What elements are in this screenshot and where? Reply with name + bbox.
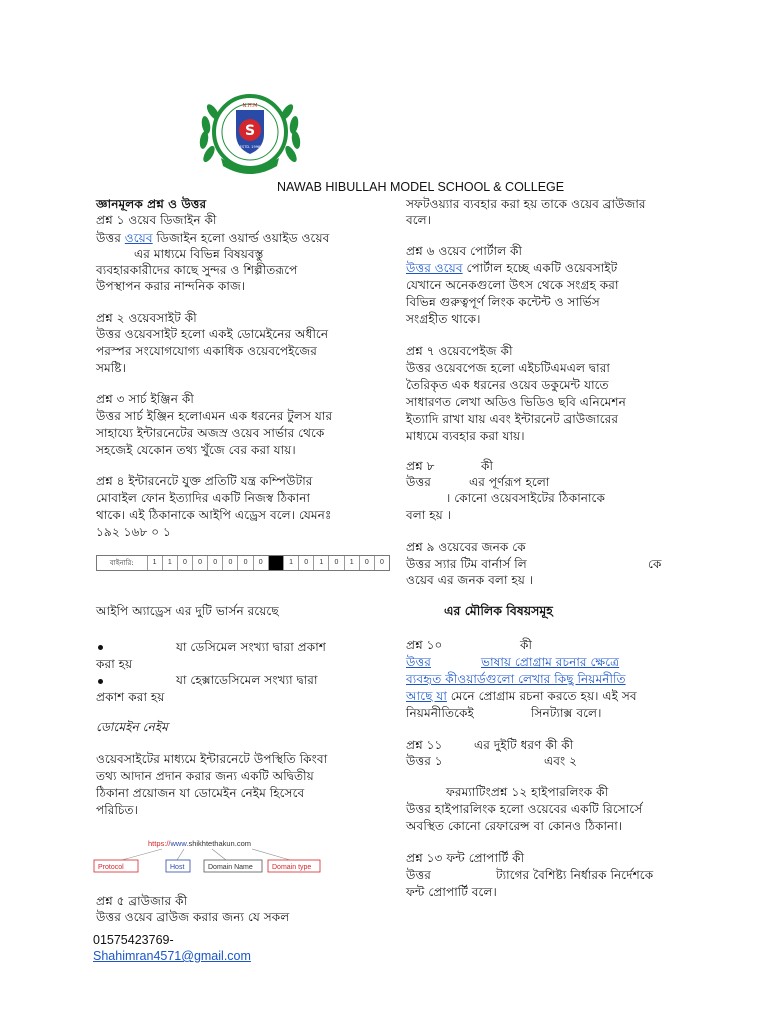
- q4-line3: থাকে। এই ঠিকানাকে আইপি এড্রেস বলে। যেমনঃ: [96, 508, 332, 522]
- binary-bit: 0: [374, 556, 389, 570]
- q8-question-part2: কী: [481, 459, 494, 473]
- q5-answer-line3: বলে।: [406, 213, 432, 227]
- bullet1-line2: করা হয়: [96, 657, 133, 671]
- q13-question: প্রশ্ন ১৩ ফন্ট প্রোপার্টি কী: [406, 851, 525, 865]
- binary-bit: 0: [192, 556, 207, 570]
- q3-question: প্রশ্ন ৩ সার্চ ইঞ্জিন কী: [96, 392, 194, 406]
- q6-question: প্রশ্ন ৬ ওয়েব পোর্টাল কী: [406, 244, 523, 258]
- logo-initials: N.H.M: [242, 103, 258, 109]
- svg-text:S: S: [244, 123, 256, 139]
- q2-question: প্রশ্ন ২ ওয়েবসাইট কী: [96, 311, 197, 325]
- bullet2-line1: যা হেক্সাডেসিমেল সংখ্যা দ্বারা: [176, 673, 318, 687]
- q12-answer-line2: অবস্থিত কোনো রেফারেন্স বা কোনও ঠিকানা।: [406, 819, 623, 833]
- binary-bit: 0: [328, 556, 343, 570]
- q10-answer-line1-link[interactable]: ভাষায় প্রোগ্রাম রচনার ক্ষেত্রে: [481, 655, 620, 669]
- q6-answer-line3: বিভিন্ন গুরুত্বপূর্ণ লিংক কন্টেন্ট ও সার্ভিস: [406, 295, 600, 309]
- q13-answer-line1-start: উত্তর: [406, 868, 431, 882]
- q6-answer-line4: সংগ্রহীত থাকে।: [406, 312, 481, 326]
- q1-answer-line1: উত্তর ওয়েব ডিজাইন হলো ওয়ার্ল্ড ওয়াইড ওয়েব: [96, 231, 330, 245]
- q9-answer-line2: ওয়েব এর জনক বলা হয় ।: [406, 573, 534, 587]
- q11-answer-part2: এবং ২: [544, 754, 578, 768]
- binary-bit: 1: [283, 556, 298, 570]
- binary-bit: 0: [237, 556, 252, 570]
- footer-email-link[interactable]: Shahimran4571@gmail.com: [93, 949, 251, 963]
- q7-question: প্রশ্ন ৭ ওয়েবপেইজ কী: [406, 344, 513, 358]
- ip-versions-text: আইপি অ্যাড্রেস এর দুটি ভার্সন রয়েছে: [96, 604, 279, 618]
- q9-answer-line1-end: কে: [648, 557, 662, 571]
- binary-bit: 1: [313, 556, 328, 570]
- school-logo: [191, 92, 309, 180]
- q2-answer-line3: সমষ্টি।: [96, 361, 126, 375]
- protocol-label: Protocol: [98, 864, 124, 871]
- bullet2-line2: প্রকাশ করা হয়: [96, 690, 165, 704]
- q13-answer-line1-end: ট্যাগের বৈশিষ্ট্য নির্ধারক নির্দেশকে: [496, 868, 654, 882]
- q9-answer-line1: উত্তর স্যার টিম বার্নার্স লি: [406, 557, 527, 571]
- q3-answer-line1: উত্তর সার্চ ইঞ্জিন হলোএমন এক ধরনের টুলস যার: [96, 409, 333, 423]
- web-portal-link[interactable]: উত্তর ওয়েব: [406, 261, 463, 275]
- domain-heading: ডোমেইন নেইম: [96, 720, 168, 734]
- bullet-icon: [98, 679, 103, 684]
- q7-answer-line3: সাধারণত লেখা অডিও ভিডিও ছবি এনিমেশন: [406, 395, 626, 409]
- q7-answer-line1: উত্তর ওয়েবপেজ হলো এইচটিএমএল দ্বারা: [406, 361, 610, 375]
- q4-line2: মোবাইল ফোন ইত্যাদির একটি নিজস্ব ঠিকানা: [96, 491, 311, 505]
- url-protocol-part: https://: [148, 839, 171, 848]
- bullet1-line1: যা ডেসিমেল সংখ্যা দ্বারা প্রকাশ: [176, 640, 327, 654]
- domain-text-line2: তথ্য আদান প্রদান করার জন্য একটি অদ্বিতীয়: [96, 769, 314, 783]
- q12-question: ফরম্যাটিংপ্রশ্ন ১২ হাইপারলিংক কী: [446, 785, 609, 799]
- q7-answer-line4: ইত্যাদি রাখা যায় এবং ইন্টারনেট ব্রাউজারের: [406, 412, 619, 426]
- q9-question: প্রশ্ন ৯ ওয়েবের জনক কে: [406, 540, 526, 554]
- bullet-icon: [98, 645, 103, 650]
- q2-answer-line1: উত্তর ওয়েবসাইট হলো একই ডোমেইনের অধীনে: [96, 327, 329, 341]
- url-domain-part: shikhtethakun: [188, 839, 235, 848]
- q11-question-part1: প্রশ্ন ১১: [406, 738, 443, 752]
- q1-answer-line2: এর মাধ্যমে বিভিন্ন বিষয়বস্তু: [134, 247, 264, 261]
- q4-line1: প্রশ্ন ৪ ইন্টারনেটে যুক্ত প্রতিটি যন্ত্র কম্পিউটার: [96, 474, 313, 488]
- q3-answer-line2: সাহায্যে ইন্টারনেটের অজস্র ওয়েব সার্ভার থেকে: [96, 426, 325, 440]
- q13-answer-line2: ফন্ট প্রোপার্টি বলে।: [406, 885, 497, 899]
- url-anatomy-diagram: [92, 836, 322, 876]
- q10-question-part1: প্রশ্ন ১০: [406, 638, 443, 652]
- q3-answer-line3: সহজেই যেকোন তথ্য খুঁজে বের করা যায়।: [96, 443, 296, 457]
- q10-question-part2: কী: [520, 638, 533, 652]
- q6-answer-line1: উত্তর ওয়েব পোর্টাল হচ্ছে একটি ওয়েবসাইট: [406, 261, 618, 275]
- school-name: NAWAB HIBULLAH MODEL SCHOOL & COLLEGE: [277, 180, 565, 194]
- q7-answer-line2: তৈরিকৃত এক ধরনের ওয়েব ডকুমেন্ট যাতে: [406, 378, 609, 392]
- logo-year: ESTD. 1998: [239, 145, 261, 149]
- binary-bit: 1: [162, 556, 177, 570]
- domain-text-line3: ঠিকানা প্রয়োজন যা ডোমেইন নেইম হিসেবে: [96, 786, 305, 800]
- q10-answer-line4-start: নিয়মনীতিকেই: [406, 706, 474, 720]
- binary-bit: 0: [207, 556, 222, 570]
- q10-answer-line1-start[interactable]: উত্তর: [406, 655, 431, 669]
- binary-bit: 0: [298, 556, 313, 570]
- q10-answer-line4-end: সিনট্যাক্স বলে।: [531, 706, 602, 720]
- q5-answer-line1: উত্তর ওয়েব ব্রাউজ করার জন্য যে সকল: [96, 910, 290, 924]
- url-host-part: www.: [170, 839, 189, 848]
- q4-line4: ১৯২ ১৬৮ ০ ১: [96, 525, 171, 539]
- binary-bit: 1: [147, 556, 162, 570]
- q8-answer-line3: বলা হয় ।: [406, 508, 452, 522]
- url-type-part: .com: [234, 839, 251, 848]
- footer-phone: 01575423769-: [93, 933, 174, 947]
- binary-label: বাইনারি:: [109, 559, 134, 567]
- q8-answer-part1: উত্তর: [406, 475, 431, 489]
- q2-answer-line2: পরস্পর সংযোগযোগ্য একাধিক ওয়েবপেইজের: [96, 344, 318, 358]
- q5-question: প্রশ্ন ৫ ব্রাউজার কী: [96, 894, 188, 908]
- q7-answer-line5: মাধ্যমে ব্যবহার করা যায়।: [406, 429, 525, 443]
- binary-bit: 1: [344, 556, 359, 570]
- q11-answer-part1: উত্তর ১: [406, 754, 443, 768]
- q11-question-part2: এর দুইটি ধরণ কী কী: [474, 738, 574, 752]
- binary-bit: 0: [253, 556, 268, 570]
- q8-answer-line2: । কোনো ওয়েবসাইটের ঠিকানাকে: [446, 491, 605, 505]
- binary-bit: 0: [222, 556, 237, 570]
- q10-answer-line3-link[interactable]: আছে যা: [406, 689, 447, 703]
- binary-bit: 0: [177, 556, 192, 570]
- q10-answer-line2-link[interactable]: ব্যবহৃত কীওয়ার্ডগুলো লেখার কিছু নিয়মনীতি: [406, 672, 626, 686]
- q5-answer-line2: সফটওয়্যার ব্যবহার করা হয় তাকে ওয়েব ব্রাউজার: [406, 197, 646, 211]
- q1-answer-line4: উপস্থাপন করার নান্দনিক কাজ।: [96, 279, 246, 293]
- section-heading: জ্ঞানমূলক প্রশ্ন ও উত্তর: [96, 197, 207, 211]
- domain-type-label: Domain type: [272, 864, 312, 871]
- host-label: Host: [170, 864, 185, 871]
- domain-text-line4: পরিচিত।: [96, 803, 139, 817]
- q12-answer-line1: উত্তর হাইপারলিংক হলো ওয়েবের একটি রিসোর্সে: [406, 802, 643, 816]
- svg-text:https://www.shikhtethakun.com: [148, 839, 251, 848]
- subsection-heading: এর মৌলিক বিষয়সমূহ: [444, 603, 553, 618]
- q1-answer-line3: ব্যবহারকারীদের কাছে সুন্দর ও শিল্পীতরূপে: [96, 263, 298, 277]
- q6-answer-line2: যেখানে অনেকগুলো উৎস থেকে সংগ্রহ করা: [406, 278, 619, 292]
- domain-text-line1: ওয়েবসাইটের মাধ্যমে ইন্টারনেটে উপস্থিতি কিংবা: [96, 752, 328, 766]
- web-link[interactable]: ওয়েব: [124, 231, 153, 245]
- binary-bit: 0: [359, 556, 374, 570]
- q8-question-part1: প্রশ্ন ৮: [406, 459, 435, 473]
- q10-answer-line3: আছে যা মেনে প্রোগ্রাম রচনা করতে হয়। এই সব: [406, 689, 637, 703]
- q1-question: প্রশ্ন ১ ওয়েব ডিজাইন কী: [96, 213, 217, 227]
- binary-table: [96, 555, 390, 571]
- binary-separator: [268, 556, 283, 570]
- domain-name-label: Domain Name: [208, 864, 253, 871]
- q8-answer-part2: এর পূর্ণরূপ হলো: [469, 475, 550, 489]
